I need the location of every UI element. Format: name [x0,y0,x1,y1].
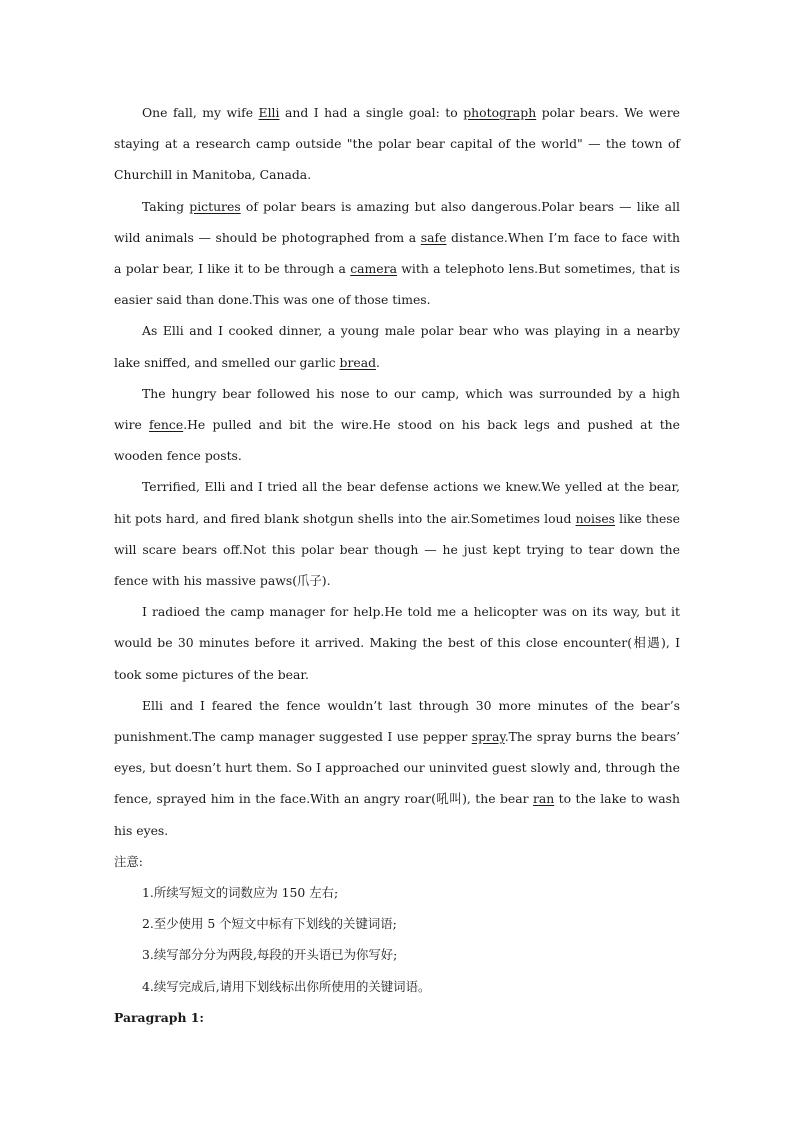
note-item-1: 1.所续写短文的词数应为 150 左右; [142,885,339,901]
text-run: I radioed the camp manager for help.He told me a helicopter was on its way, but it would be 30 minutes before it arrived. Making the best of this close encounter(相遇), I took some pictures of the bear. [114,604,680,682]
story-paragraph [114,596,680,690]
document-page [114,97,680,1033]
text-run: . [376,354,380,370]
text-run: distance.When I’m face to face with a polar bear, I like it to be through a [114,229,680,277]
story-paragraph [114,690,680,846]
story-text [114,97,680,846]
text-run: The hungry bear followed his nose to our camp, which was surrounded by a high wire [114,385,680,433]
story-paragraph [114,191,680,316]
text-run: Elli and I feared the fence wouldn’t last through 30 more minutes of the bear’s punishment.The camp manager suggested I use pepper [114,697,680,745]
note-item-3: 3.续写部分分为两段,每段的开头语已为你写好; [142,947,398,963]
underlined-keyword: ran [532,791,555,807]
paragraph-1-label: Paragraph 1: [114,1009,204,1025]
underlined-keyword: noises [575,510,616,526]
text-run: One fall, my wife [142,105,259,120]
text-run: and I had a single goal: to [279,105,464,120]
text-run: of polar bears is amazing but also dangerous.Polar bears — like all wild animals — should be photographed from a [114,198,680,245]
story-paragraph [114,378,680,472]
underlined-keyword: photograph [463,105,537,120]
story-paragraph [114,97,680,191]
text-run: .The spray burns the bears’ eyes, but doesn’t hurt them. So I approached our uninvited guest slowly and, through the fence, sprayed him in the face.With an angry roar(吼叫), the bear [114,729,681,807]
text-run: polar bears. We were staying at a research camp outside "the polar bear capital of the world" — the town of Churchill in Manitoba, Canada. [114,105,680,183]
text-run: Taking [142,198,190,214]
underlined-keyword: camera [350,261,397,277]
text-run: with a telephoto lens.But sometimes, that is easier said than done.This was one of those times. [114,261,680,308]
story-paragraph [114,471,680,596]
underlined-keyword: Elli [258,105,280,120]
story-paragraph [114,315,680,377]
underlined-keyword: spray [471,729,505,745]
text-run: like these will scare bears off.Not this polar bear though — he just kept trying to tear down the fence with his massive paws(爪子). [114,510,680,589]
notes-title: 注意: [114,853,143,869]
underlined-keyword: bread [339,354,377,370]
note-item-2: 2.至少使用 5 个短文中标有下划线的关键词语; [142,916,397,932]
note-item-4: 4.续写完成后,请用下划线标出你所使用的关键词语。 [142,978,431,994]
text-run: As Elli and I cooked dinner, a young male polar bear who was playing in a nearby lake sniffed, and smelled our garlic [114,323,680,370]
underlined-keyword: safe [420,229,447,245]
underlined-keyword: pictures [189,198,241,214]
text-run: .He pulled and bit the wire.He stood on his back legs and pushed at the wooden fence posts. [114,417,680,464]
text-run: to the lake to wash his eyes. [114,791,680,838]
text-run: Terrified, Elli and I tried all the bear defense actions we knew.We yelled at the bear, hit pots hard, and fired blank shotgun shells into the air.Sometimes loud [114,479,680,526]
underlined-keyword: fence [149,417,184,433]
